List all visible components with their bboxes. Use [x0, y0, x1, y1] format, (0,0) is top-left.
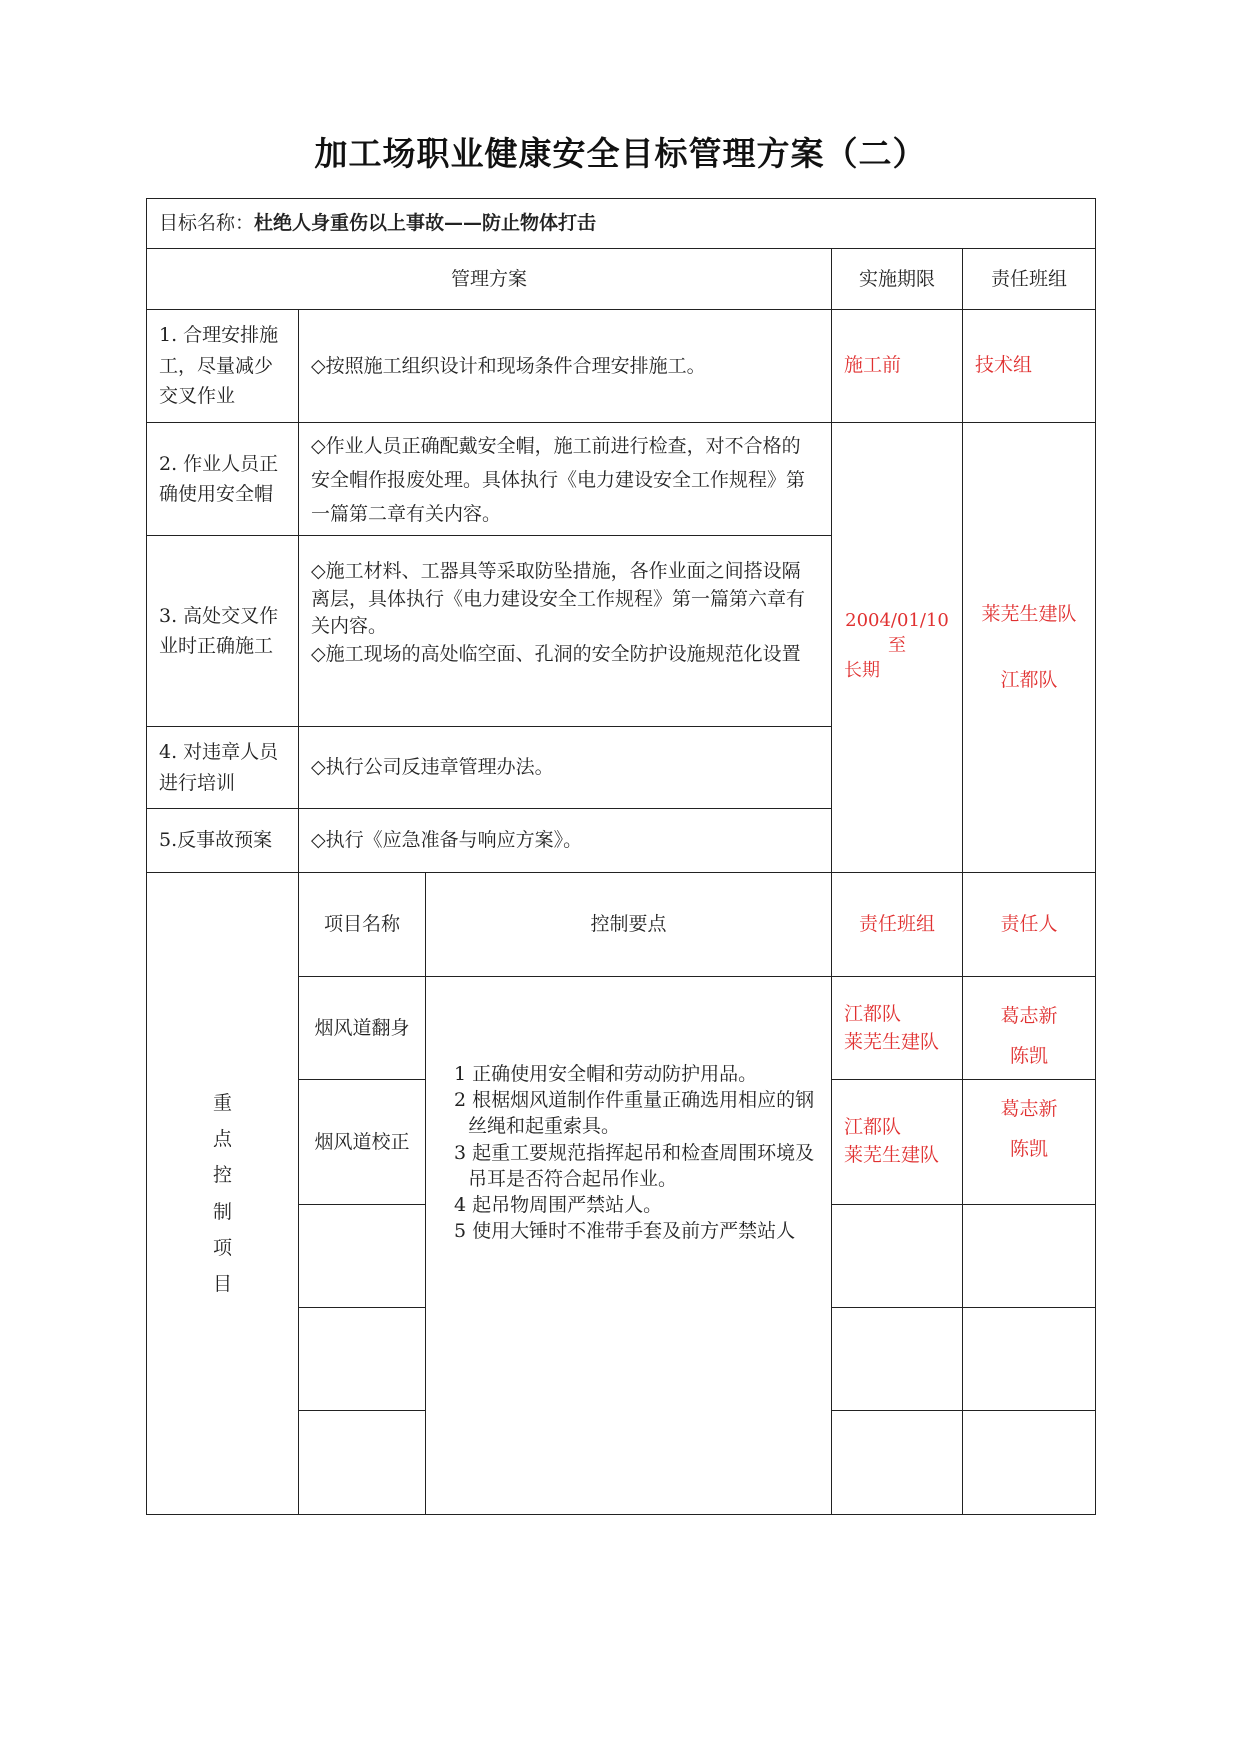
- kc-point: 5 使用大锤时不准带手套及前方严禁站人: [454, 1220, 796, 1243]
- kc-header-team: 责任班组: [831, 872, 963, 977]
- kc-project-empty: [298, 1204, 426, 1308]
- period-to: 至: [888, 635, 906, 657]
- kc-team-name: 莱芜生建队: [844, 1030, 940, 1053]
- kc-person-name: 陈凯: [1009, 1137, 1048, 1160]
- kc-team: [831, 976, 963, 1080]
- shared-team: [962, 422, 1096, 873]
- target-value: 杜绝人身重伤以上事故——防止物体打击: [254, 212, 597, 235]
- target-row: [146, 198, 1096, 249]
- kc-header-person: 责任人: [962, 872, 1096, 977]
- header-period: 实施期限: [831, 248, 963, 310]
- item-measure: ◇执行《应急准备与响应方案》。: [298, 808, 832, 873]
- kc-person-name: 陈凯: [1009, 1044, 1048, 1067]
- item-measures: [298, 535, 832, 727]
- kc-person-name: 葛志新: [1000, 1098, 1058, 1120]
- kc-point: 1 正确使用安全帽和劳动防护用品。: [454, 1063, 758, 1085]
- kc-project: 烟风道校正: [298, 1079, 426, 1205]
- period-end: 长期: [844, 660, 880, 682]
- kc-person-name: 葛志新: [1000, 1005, 1058, 1027]
- header-plan: 管理方案: [146, 248, 832, 310]
- kc-points: [425, 976, 832, 1515]
- item-measure: ◇施工材料、工器具等采取防坠措施，各作业面之间搭设隔离层，具体执行《电力建设安全工作规程》第一篇第六章有关内容。: [311, 560, 806, 638]
- item-team: 技术组: [962, 309, 1096, 423]
- kc-team: [831, 1079, 963, 1205]
- period-start: 2004/01/10: [845, 610, 949, 631]
- kc-team-name: 江都队: [844, 1116, 902, 1138]
- team-name: 江都队: [1000, 669, 1058, 692]
- item-measure: ◇作业人员正确配戴安全帽，施工前进行检查，对不合格的安全帽作报废处理。具体执行《电力建设安全工作规程》第一篇第二章有关内容。: [298, 422, 832, 536]
- item-name: 2. 作业人员正确使用安全帽: [146, 422, 299, 536]
- item-measure: ◇施工现场的高处临空面、孔洞的安全防护设施规范化设置: [311, 642, 801, 665]
- item-name: 3. 高处交叉作业时正确施工: [146, 535, 299, 727]
- side-char: 项: [212, 1236, 232, 1259]
- team-name: 莱芜生建队: [981, 603, 1077, 625]
- target-label: 目标名称：: [159, 212, 255, 235]
- kc-person-empty: [962, 1204, 1096, 1308]
- kc-person: [962, 1079, 1096, 1205]
- kc-point: 3 起重工要规范指挥起吊和检查周围环境及吊耳是否符合起吊作业。: [454, 1141, 815, 1190]
- kc-project: 烟风道翻身: [298, 976, 426, 1080]
- kc-header-points: 控制要点: [425, 872, 832, 977]
- item-period: 施工前: [831, 309, 963, 423]
- key-control-label: [146, 872, 299, 1515]
- item-measure: ◇执行公司反违章管理办法。: [298, 726, 832, 809]
- header-team: 责任班组: [962, 248, 1096, 310]
- kc-team-empty: [831, 1204, 963, 1308]
- side-char: 点: [212, 1128, 232, 1151]
- shared-period: [831, 422, 963, 873]
- item-name: 5.反事故预案: [146, 808, 299, 873]
- item-measure: ◇按照施工组织设计和现场条件合理安排施工。: [298, 309, 832, 423]
- kc-team-empty: [831, 1307, 963, 1411]
- kc-person: [962, 976, 1096, 1080]
- side-char: 重: [212, 1092, 232, 1115]
- kc-project-empty: [298, 1410, 426, 1515]
- kc-team-empty: [831, 1410, 963, 1515]
- kc-person-empty: [962, 1410, 1096, 1515]
- side-char: 控: [212, 1164, 232, 1187]
- kc-header-project: 项目名称: [298, 872, 426, 977]
- item-name: 1. 合理安排施工，尽量减少交叉作业: [146, 309, 299, 423]
- kc-team-name: 莱芜生建队: [844, 1143, 940, 1166]
- side-char: 目: [212, 1272, 232, 1295]
- kc-person-empty: [962, 1307, 1096, 1411]
- kc-project-empty: [298, 1307, 426, 1411]
- kc-team-name: 江都队: [844, 1003, 902, 1025]
- side-char: 制: [212, 1200, 232, 1223]
- document-title: 加工场职业健康安全目标管理方案（二）: [314, 134, 927, 173]
- item-name: 4. 对违章人员进行培训: [146, 726, 299, 809]
- kc-point: 4 起吊物周围严禁站人。: [454, 1194, 663, 1217]
- kc-point: 2 根椐烟风道制作件重量正确选用相应的钢丝绳和起重索具。: [454, 1089, 815, 1138]
